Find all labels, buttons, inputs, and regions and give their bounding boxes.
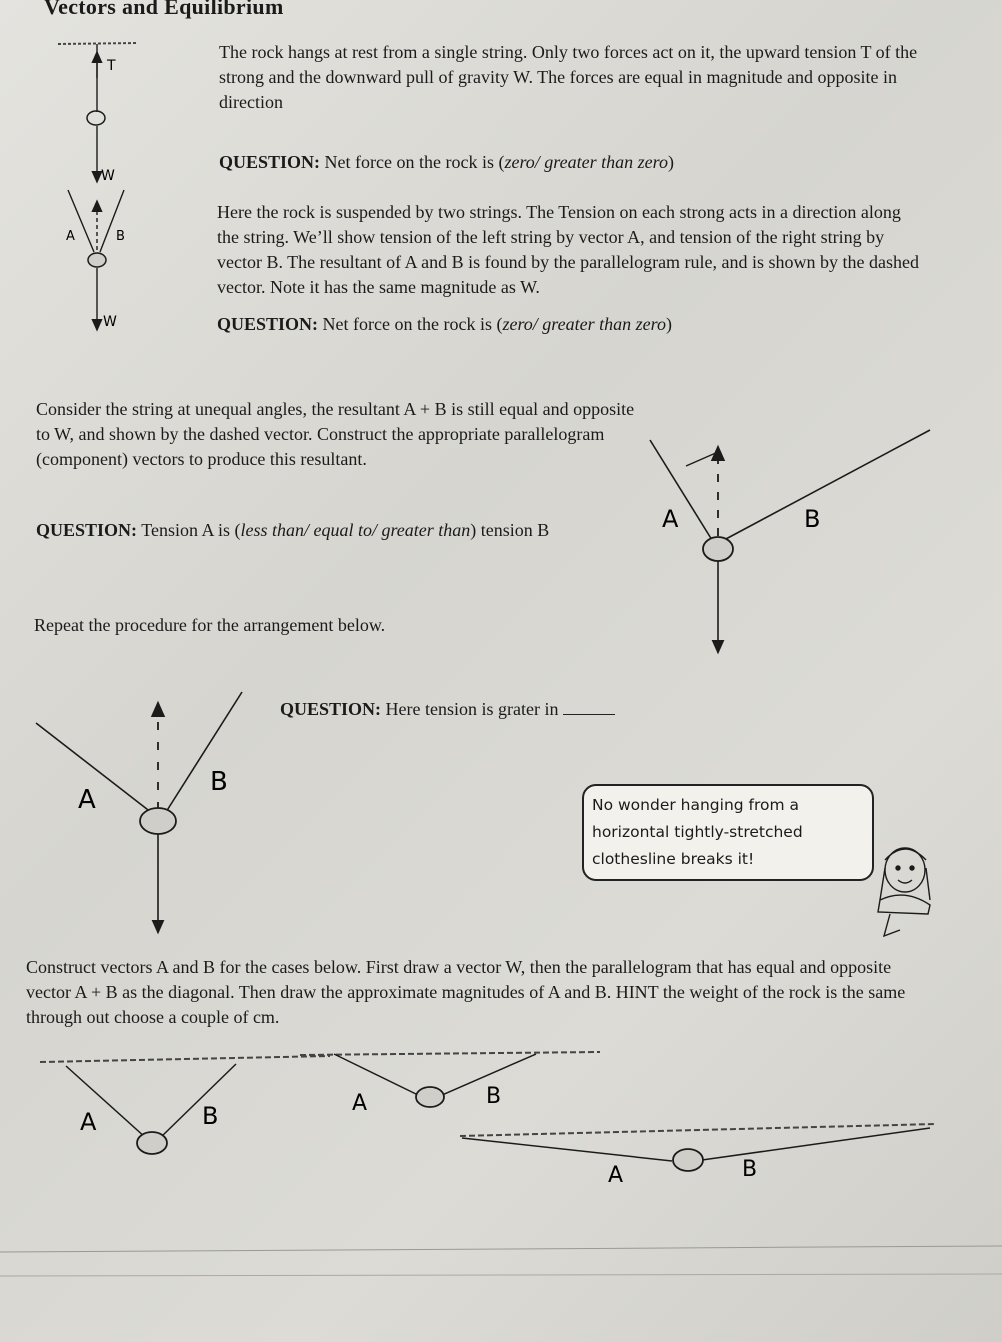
label-w: W	[101, 168, 115, 184]
diagram-case-2	[300, 1052, 600, 1116]
label-b: B	[742, 1157, 758, 1182]
right-string	[160, 1064, 236, 1138]
right-string	[702, 1128, 930, 1160]
paragraph-single-string: The rock hangs at rest from a single string. Only two forces act on it, the upward tension T of the strong and the downward pull of gravity W. The forces are equal in magnitude and opposite in direction	[219, 42, 918, 112]
page-edge-line	[0, 1246, 1002, 1252]
question-label: QUESTION:	[217, 314, 319, 334]
girl-sketch-icon	[878, 848, 930, 936]
rock-icon	[416, 1087, 444, 1107]
left-string	[462, 1138, 672, 1161]
label-a: A	[352, 1091, 368, 1116]
paragraph-repeat: Repeat the procedure for the arrangement below.	[34, 615, 386, 635]
question-options[interactable]: zero/ greater than zero	[504, 152, 668, 172]
label-w: W	[103, 314, 117, 330]
paragraph-unequal-angles: Consider the string at unequal angles, the resultant A + B is still equal and opposite to W, and shown by the dashed vector. Construct the appropriate parallelogram (component) vectors to produce this resultant.	[36, 399, 635, 469]
question-text: Net force on the rock is (	[322, 314, 503, 334]
label-a: A	[66, 229, 75, 244]
label-t: T	[107, 58, 116, 74]
diagram-single-string	[58, 43, 138, 184]
rock-icon	[140, 808, 176, 834]
ceiling-line	[58, 43, 138, 44]
diagram-case-1	[40, 1056, 330, 1154]
label-b: B	[210, 767, 228, 797]
question-label: QUESTION:	[280, 699, 382, 719]
left-string	[650, 440, 712, 540]
left-string	[66, 1066, 146, 1138]
right-string	[166, 692, 242, 812]
label-a: A	[662, 505, 679, 533]
ceiling-line	[300, 1052, 600, 1055]
question-options[interactable]: less than/ equal to/ greater than	[240, 520, 471, 540]
label-a: A	[80, 1108, 97, 1136]
question-label: QUESTION:	[219, 152, 321, 172]
rock-icon	[88, 253, 106, 267]
rock-icon	[137, 1132, 167, 1154]
diagram-unequal-angles	[650, 430, 930, 648]
label-a: A	[78, 785, 96, 815]
left-string	[334, 1054, 418, 1095]
page-title: Vectors and Equilibrium	[44, 0, 284, 19]
question-text: Tension A is (	[141, 520, 241, 540]
label-b: B	[116, 229, 125, 244]
label-b: B	[486, 1084, 502, 1109]
label-b: B	[804, 505, 821, 533]
speech-bubble: No wonder hanging from a horizontal tightly-stretched clothesline breaks it!	[582, 784, 874, 881]
paragraph-two-strings: Here the rock is suspended by two strings. The Tension on each strong acts in a direction along the string. We’ll show tension of the left string by vector A, and tension of the right string by vector B. The resultant of A and B is found by the parallelogram rule, and is shown by the dashed vector. Note it has the same magnitude as W.	[217, 202, 920, 297]
question-close: )	[667, 152, 674, 172]
diagram-repeat-arrangement	[36, 692, 242, 928]
question-close: )	[665, 314, 672, 334]
question-close: ) tension B	[470, 520, 550, 540]
right-string	[724, 430, 930, 540]
diagram-case-3	[460, 1124, 936, 1188]
diagram-two-strings	[66, 190, 125, 330]
question-text: Net force on the rock is (	[324, 152, 505, 172]
construction-line	[686, 452, 718, 466]
ceiling-line	[40, 1056, 330, 1062]
rock-icon	[673, 1149, 703, 1171]
rock-icon	[703, 537, 733, 561]
ceiling-line	[460, 1124, 936, 1136]
paragraph-construct-vectors: Construct vectors A and B for the cases below. First draw a vector W, then the parallelogram that has equal and opposite vector A + B as the diagonal. Then draw the approximate magnitudes of A and B. HINT the weight of the rock is the same through out choose a couple of cm.	[26, 957, 906, 1027]
page-edge-line	[0, 1274, 1002, 1276]
question-label: QUESTION:	[36, 520, 138, 540]
label-a: A	[608, 1163, 624, 1188]
question-text: Here tension is grater in	[385, 699, 559, 719]
rock-icon	[87, 111, 105, 125]
label-b: B	[202, 1102, 219, 1130]
question-options[interactable]: zero/ greater than zero	[502, 314, 666, 334]
